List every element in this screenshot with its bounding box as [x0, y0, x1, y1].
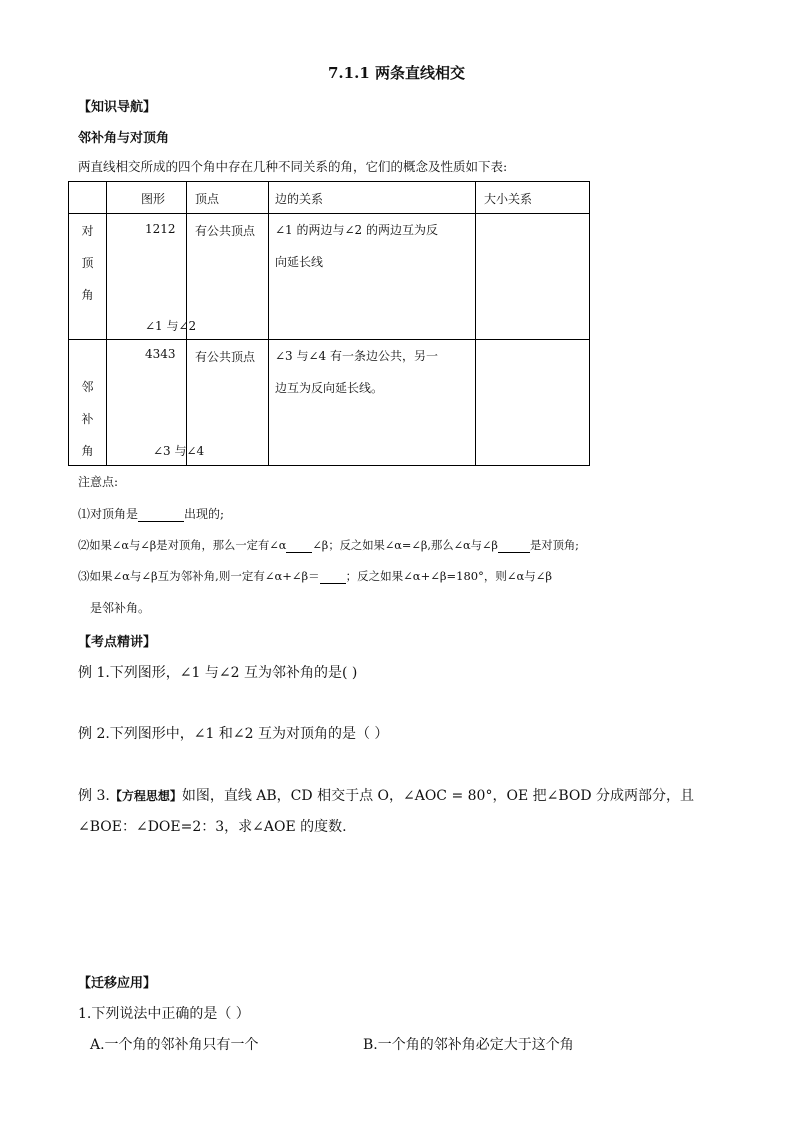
table-header-cell: 顶点 [187, 182, 269, 214]
row-name-cell [69, 214, 107, 340]
row-name-char: 角 [81, 444, 94, 458]
row-name-char: 补 [81, 412, 94, 426]
sides-text-line: 边互为反向延长线。 [275, 381, 384, 395]
sides-cell [269, 340, 476, 466]
example-3-line-1 [78, 785, 694, 805]
section-transfer-heading: 【迁移应用】 [78, 976, 157, 991]
question-1-option-b[interactable]: B.一个角的邻补角必定大于这个角 [363, 1037, 574, 1053]
note-text: ∠β；反之如果∠α=∠β,那么∠α与∠β [312, 539, 498, 552]
example-text: 如图，直线 AB，CD 相交于点 O，∠AOC = 80°，OE 把∠BOD 分成两部分，且 [181, 788, 695, 804]
sides-text-line: ∠3 与∠4 有一条边公共，另一 [275, 349, 439, 363]
answer-blank[interactable] [286, 539, 312, 553]
table-header-cell: 边的关系 [269, 182, 476, 214]
note-3-continued: 是邻补角。 [90, 601, 151, 615]
section-knowledge-heading: 【知识导航】 [78, 100, 157, 115]
page-title: 7.1.1 两条直线相交 [328, 64, 465, 82]
figure-caption: ∠1 与∠2 [145, 319, 197, 333]
intro-text: 两直线相交所成的四个角中存在几种不同关系的角，它们的概念及性质如下表: [78, 159, 508, 174]
note-1 [78, 505, 224, 522]
subheading: 邻补角与对顶角 [78, 131, 170, 146]
vertex-cell: 有公共顶点 [187, 340, 269, 466]
answer-blank[interactable] [498, 539, 530, 553]
figure-label: 4343 [145, 347, 176, 361]
sides-text-line: ∠1 的两边与∠2 的两边互为反 [275, 223, 439, 237]
note-2 [78, 537, 579, 553]
table-header-cell: 图形 [107, 182, 187, 214]
question-1-option-a[interactable]: A.一个角的邻补角只有一个 [90, 1037, 259, 1053]
figure-cell [107, 340, 205, 466]
notes-heading: 注意点: [78, 475, 119, 489]
note-3 [78, 568, 552, 584]
section-exam-heading: 【考点精讲】 [78, 635, 157, 650]
example-number: 例 3. [78, 788, 110, 804]
table-header-cell [69, 182, 107, 214]
row-name-cell [69, 340, 107, 466]
note-text: ⑶如果∠α与∠β互为邻补角,则一定有∠α+∠β＝ [78, 569, 320, 583]
sides-cell [269, 214, 476, 340]
row-name-char: 邻 [81, 380, 94, 394]
example-3-line-2: ∠BOE：∠DOE=2：3，求∠AOE 的度数. [78, 819, 347, 835]
example-2: 例 2.下列图形中，∠1 和∠2 互为对顶角的是（ ） [78, 726, 389, 742]
answer-blank[interactable] [320, 569, 346, 584]
table-row [69, 340, 590, 466]
row-name-char: 角 [81, 288, 94, 302]
figure-label: 1212 [145, 222, 176, 236]
note-text: ；反之如果∠α+∠β=180°，则∠α与∠β [345, 569, 553, 583]
note-text: ⑴对顶角是 [78, 507, 139, 521]
table-row [69, 214, 590, 340]
table-header-cell: 大小关系 [476, 182, 590, 214]
note-text: 是对顶角; [529, 539, 579, 552]
note-text: ⑵如果∠α与∠β是对顶角，那么一定有∠α [78, 539, 287, 552]
figure-caption: ∠3 与∠4 [153, 444, 205, 458]
answer-blank[interactable] [138, 507, 184, 522]
figure-cell [107, 214, 197, 340]
example-tag: 【方程思想】 [109, 789, 182, 803]
size-cell [476, 214, 590, 340]
size-cell [476, 340, 590, 466]
question-1: 1.下列说法中正确的是（ ） [78, 1006, 250, 1022]
vertex-cell: 有公共顶点 [187, 214, 269, 340]
row-name-char: 对 [81, 224, 94, 238]
note-text: 出现的; [184, 507, 225, 521]
angle-table [68, 181, 590, 466]
example-1: 例 1.下列图形，∠1 与∠2 互为邻补角的是( ) [78, 665, 358, 681]
row-name-char: 顶 [81, 256, 94, 270]
sides-text-line: 向延长线 [275, 255, 324, 269]
